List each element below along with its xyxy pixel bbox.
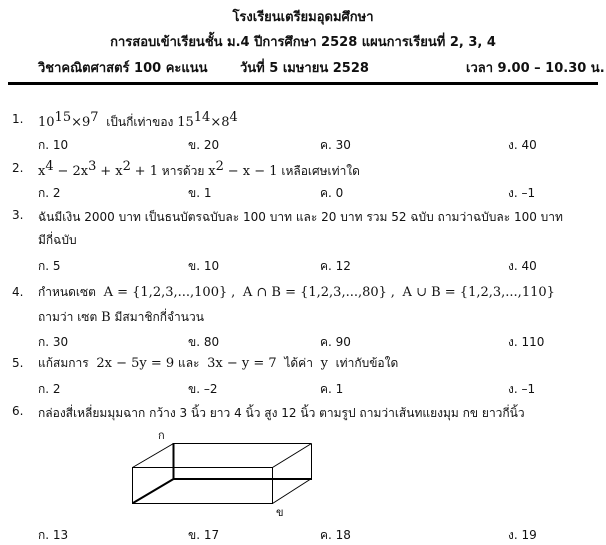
question-number: 6. bbox=[12, 404, 24, 418]
question-4-line2: ถามว่า เซต B มีสมาชิกกี่จำนวน bbox=[38, 310, 204, 325]
option: ก. 5 bbox=[38, 259, 61, 273]
box-edge bbox=[273, 479, 312, 504]
option: ก. 2 bbox=[38, 186, 61, 200]
option: ข. –2 bbox=[188, 382, 218, 396]
box-edge bbox=[133, 444, 174, 468]
exam-time: เวลา 9.00 – 10.30 น. bbox=[466, 61, 605, 76]
option: ข. 1 bbox=[188, 186, 212, 200]
option: ง. 40 bbox=[508, 138, 537, 152]
option: ก. 10 bbox=[38, 138, 69, 152]
option: ง. –1 bbox=[508, 382, 536, 396]
question-number: 2. bbox=[12, 161, 24, 175]
option: ก. 30 bbox=[38, 335, 69, 349]
question-number: 4. bbox=[12, 285, 24, 299]
question-4-line1: กำหนดเซต A = {1,2,3,...,100} , A ∩ B = {1,2,3,...,80} , A ∪ B = {1,2,3,...,110} bbox=[38, 285, 555, 300]
option: ข. 80 bbox=[188, 335, 220, 349]
school-name: โรงเรียนเตรียมอุดมศึกษา bbox=[232, 10, 374, 25]
exam-date: วันที่ 5 เมษายน 2528 bbox=[240, 61, 369, 76]
question-number: 5. bbox=[12, 356, 24, 370]
option: ข. 17 bbox=[188, 528, 220, 542]
question-2: $x^4 - 2x^3 + x^2 + 1$ หารด้วย $x^2 - x - 1$ เหลือเศษเท่าใด bbox=[38, 159, 360, 179]
option: ง. 40 bbox=[508, 259, 537, 273]
box-front-face bbox=[133, 468, 273, 504]
box-hidden-edge bbox=[133, 479, 174, 503]
option: ง. 19 bbox=[508, 528, 537, 542]
option: ก. 13 bbox=[38, 528, 69, 542]
subject: วิชาคณิตศาสตร์ 100 คะแนน bbox=[38, 61, 208, 76]
option: ค. 1 bbox=[320, 382, 344, 396]
question-3-line2: มีกี่ฉบับ bbox=[38, 233, 77, 247]
vertex-label-k: ก bbox=[158, 429, 165, 442]
box-edge bbox=[273, 444, 312, 468]
option: ค. 0 bbox=[320, 186, 344, 200]
question-number: 3. bbox=[12, 208, 24, 222]
option: ค. 30 bbox=[320, 138, 351, 152]
exam-title: การสอบเข้าเรียนชั้น ม.4 ปีการศึกษา 2528 แผนการเรียนที่ 2, 3, 4 bbox=[110, 35, 496, 50]
question-6: กล่องสี่เหลี่ยมมุมฉาก กว้าง 3 นิ้ว ยาว 4 นิ้ว สูง 12 นิ้ว ตามรูป ถามว่าเส้นทแยงมุม กข ยาวกี่นิ้ว bbox=[38, 406, 525, 420]
option: ค. 12 bbox=[320, 259, 351, 273]
option: ง. –1 bbox=[508, 186, 536, 200]
option: ข. 20 bbox=[188, 138, 220, 152]
question-5: แก้สมการ 2x − 5y = 9 และ 3x − y = 7 ได้ค่า y เท่ากับข้อใด bbox=[38, 356, 399, 371]
question-3-line1: ฉันมีเงิน 2000 บาท เป็นธนบัตรฉบับละ 100 บาท และ 20 บาท รวม 52 ฉบับ ถามว่าฉบับละ 100 บาท bbox=[38, 210, 563, 224]
question-number: 1. bbox=[12, 112, 24, 126]
option: ข. 10 bbox=[188, 259, 220, 273]
vertex-label-kh: ข bbox=[276, 506, 284, 519]
option: ค. 90 bbox=[320, 335, 351, 349]
option: ง. 110 bbox=[508, 335, 545, 349]
option: ค. 18 bbox=[320, 528, 351, 542]
question-1: $10^{15}\times 9^7$ เป็นกี่เท่าของ $15^{14}\times 8^4$ bbox=[38, 110, 238, 130]
option: ก. 2 bbox=[38, 382, 61, 396]
